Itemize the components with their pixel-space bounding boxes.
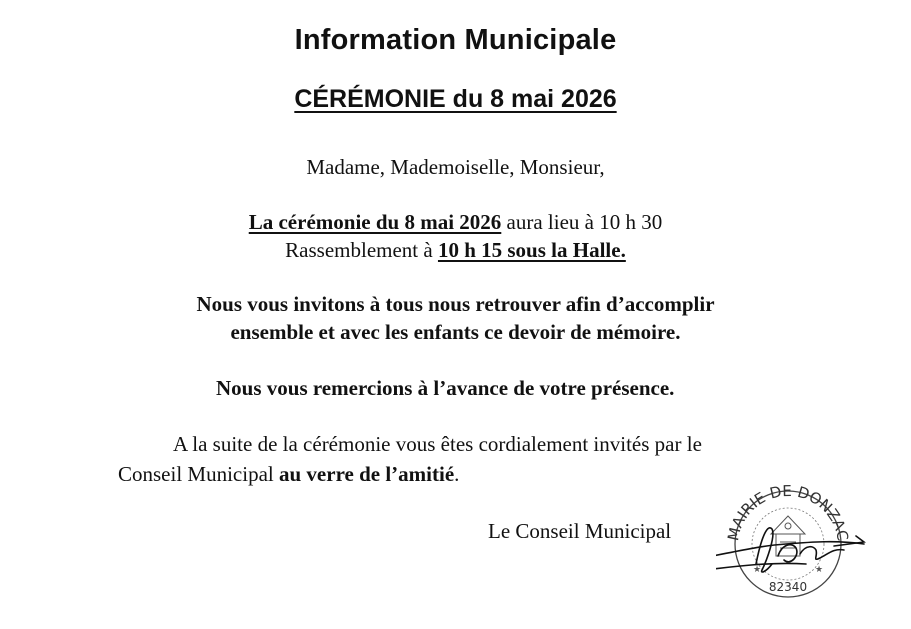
invitation-line-2: ensemble et avec les enfants ce devoir de mémoire. [230, 320, 681, 344]
page-title: Information Municipale [294, 24, 617, 56]
mairie-stamp [716, 474, 866, 599]
star-icon: ★ [815, 565, 824, 575]
gathering-line [0, 238, 911, 263]
reception-line-2 [118, 462, 459, 487]
gathering-place: 10 h 15 sous la Halle. [437, 238, 626, 262]
stamp-postcode: 82340 [768, 580, 808, 594]
stamp-top-text: MAIRIE DE DONZAC [724, 481, 852, 543]
signatory: Le Conseil Municipal [488, 519, 672, 543]
ceremony-heading-text: CÉRÉMONIE du 8 mai 2026 [294, 85, 617, 113]
star-icon: ★ [753, 565, 762, 575]
reception-bold: au verre de l’amitié [279, 462, 455, 486]
greeting: Madame, Mademoiselle, Monsieur, [306, 155, 605, 179]
reception-line-1: A la suite de la cérémonie vous êtes cordialement invités par le [173, 432, 702, 456]
invitation-line-1: Nous vous invitons à tous nous retrouver afin d’accomplir [196, 292, 715, 316]
gathering-prefix: Rassemblement à [285, 238, 438, 262]
ceremony-heading [0, 85, 911, 114]
reception-prefix: Conseil Municipal [118, 462, 279, 486]
ceremony-time-text: aura lieu à 10 h 30 [501, 210, 663, 234]
reception-suffix: . [454, 462, 460, 486]
town-emblem-icon [771, 516, 805, 556]
ceremony-time-line [0, 210, 911, 235]
ceremony-date-label: La cérémonie du 8 mai 2026 [248, 210, 502, 234]
thanks-line: Nous vous remercions à l’avance de votre présence. [216, 376, 675, 400]
